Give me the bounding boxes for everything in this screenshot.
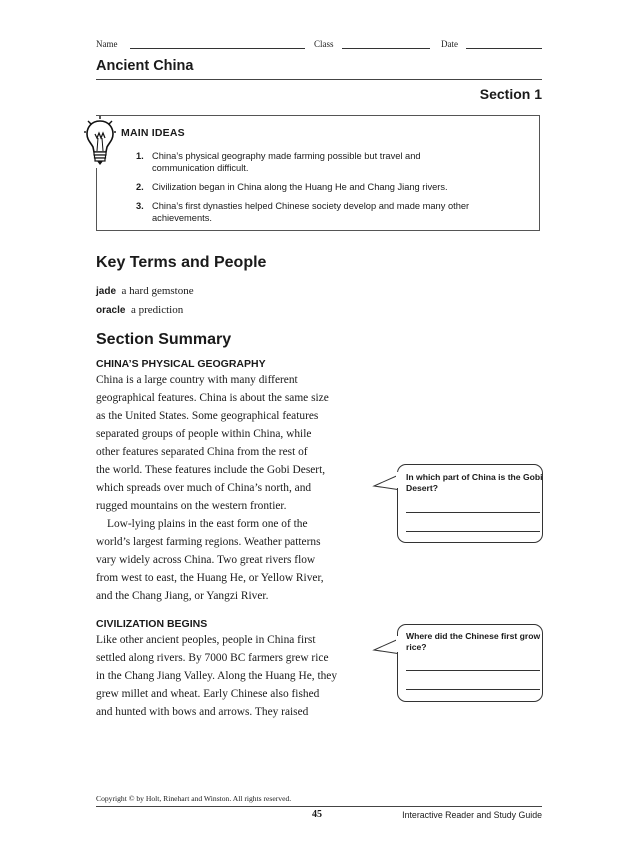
title-divider [96, 79, 542, 80]
paragraph-line: which spreads over much of China’s north, and [96, 482, 312, 494]
subheading-civilization-begins: CIVILIZATION BEGINS [96, 618, 208, 630]
paragraph-line: the world. These features include the Gobi Desert, [96, 464, 326, 476]
callout-question: In which part of China is the Gobi Desert? [406, 472, 543, 493]
section-summary-heading: Section Summary [96, 331, 232, 348]
paragraph-line: vary widely across China. Two great rivers flow [96, 554, 316, 566]
footer-divider [96, 806, 542, 807]
term-jade: jade a hard gemstone [96, 285, 194, 297]
copyright-notice: Copyright © by Holt, Rinehart and Winston. All rights reserved. [96, 794, 292, 803]
paragraph-line: other features separated China from the rest of [96, 446, 308, 458]
callout-pointer-mask [396, 472, 402, 488]
paragraph-line: in the Chang Jiang Valley. Along the Huang He, they [96, 670, 338, 682]
guide-title: Interactive Reader and Study Guide [402, 810, 542, 820]
main-idea-1: 1. China’s physical geography made farming possible but travel and communication difficult. [136, 151, 421, 173]
main-idea-3: 3. China’s first dynasties helped Chinese society develop and made many other achievements. [136, 201, 470, 223]
paragraph-line: settled along rivers. By 7000 BC farmers grew rice [96, 652, 329, 664]
class-field[interactable] [342, 48, 430, 49]
paragraph-line: Like other ancient peoples, people in China first [96, 634, 316, 646]
answer-line[interactable] [406, 531, 540, 532]
answer-line[interactable] [406, 689, 540, 690]
main-ideas-heading: MAIN IDEAS [121, 127, 185, 139]
paragraph-line: from west to east, the Huang He, or Yellow River, [96, 572, 324, 584]
paragraph-line: Low-lying plains in the east form one of the [107, 518, 308, 530]
main-idea-2: 2. Civilization began in China along the Huang He and Chang Jiang rivers. [136, 182, 448, 192]
subheading-physical-geography: CHINA’S PHYSICAL GEOGRAPHY [96, 358, 266, 370]
term-oracle: oracle a prediction [96, 304, 184, 316]
date-field[interactable] [466, 48, 542, 49]
answer-line[interactable] [406, 512, 540, 513]
paragraph-line: as the United States. Some geographical features [96, 410, 319, 422]
callout-pointer-mask [396, 636, 402, 652]
date-label: Date [441, 39, 458, 49]
lightbulb-icon [84, 116, 116, 168]
paragraph-line: separated groups of people within China, while [96, 428, 312, 440]
key-terms-heading: Key Terms and People [96, 254, 267, 271]
paragraph-line: world’s largest farming regions. Weather patterns [96, 536, 321, 548]
chapter-title: Ancient China [96, 58, 194, 74]
paragraph-line: and the Chang Jiang, or Yangzi River. [96, 590, 269, 602]
paragraph-line: rugged mountains on the western frontier. [96, 500, 287, 512]
callout-question: Where did the Chinese first grow rice? [406, 631, 541, 652]
paragraph-line: China is a large country with many different [96, 374, 298, 386]
section-label: Section 1 [479, 86, 542, 102]
paragraph-line: geographical features. China is about the same size [96, 392, 329, 404]
paragraph-line: grew millet and wheat. Early Chinese also fished [96, 688, 320, 700]
paragraph-line: and hunted with bows and arrows. They raised [96, 706, 309, 718]
name-field[interactable] [130, 48, 305, 49]
answer-line[interactable] [406, 670, 540, 671]
page-number: 45 [312, 809, 322, 820]
name-label: Name [96, 39, 118, 49]
class-label: Class [314, 39, 334, 49]
